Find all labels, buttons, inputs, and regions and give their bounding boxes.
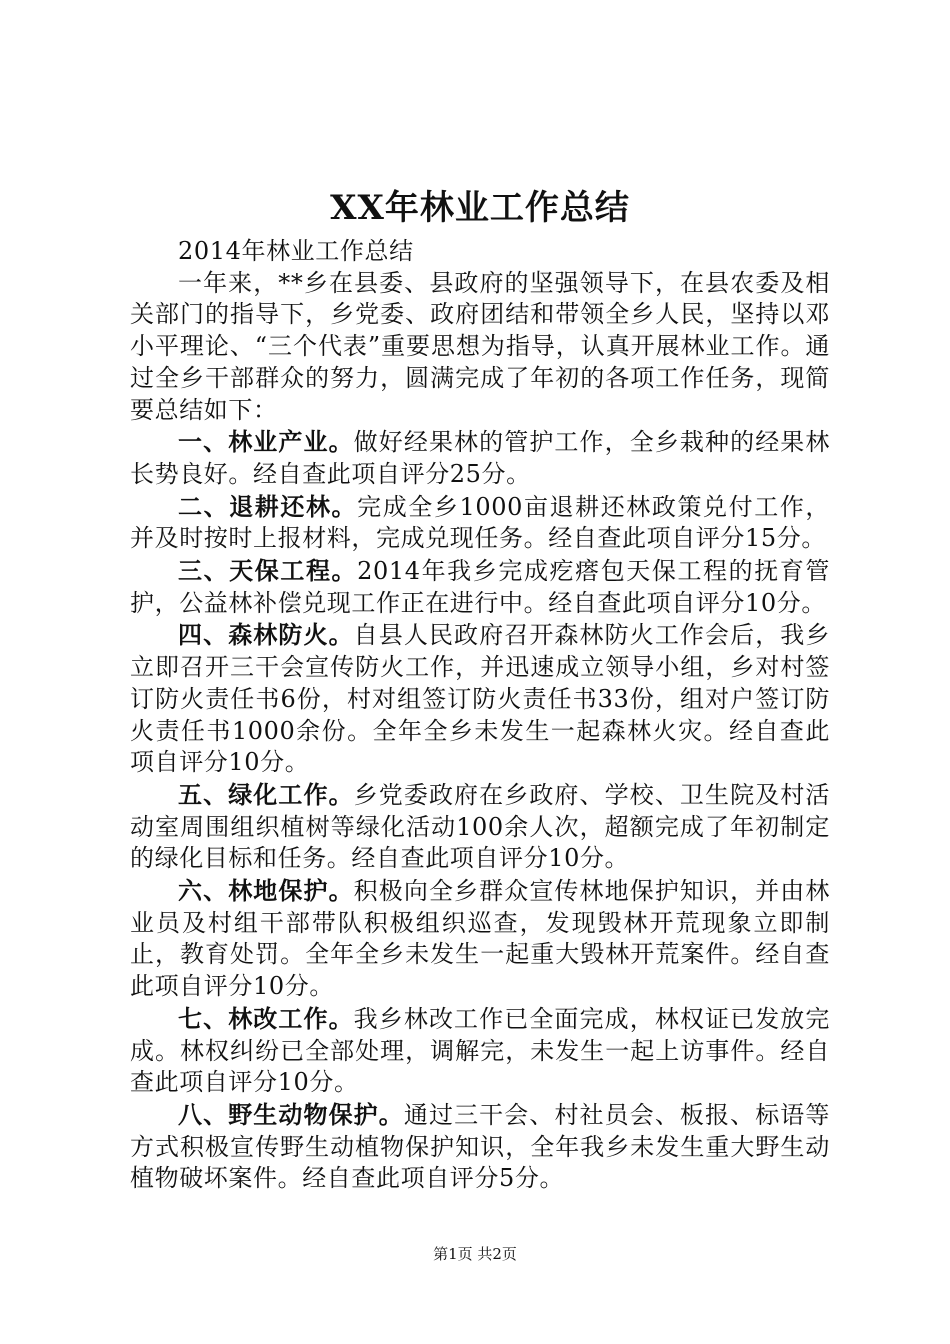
section-heading: 一、林业产业。	[178, 427, 354, 457]
section-forestry-industry	[130, 426, 830, 490]
section-body: 积极向全乡群众宣传林地保护知识，并由林业员及村组干部带队积极组织巡查，发现毁林开荒现象立即制止，教育处罚。全年全乡未发生一起重大毁林开荒案件。经自查此项自评分10分。	[130, 877, 830, 1001]
document-title: XX年林业工作总结	[330, 188, 630, 228]
section-forestland-protection	[130, 875, 830, 1003]
intro-paragraph: 一年来，**乡在县委、县政府的坚强领导下，在县农委及相关部门的指导下，乡党委、政府团结和带领全乡人民，坚持以邓小平理论、“三个代表”重要思想为指导，认真开展林业工作。通过全乡干部群众的努力，圆满完成了年初的各项工作任务，现简要总结如下：	[130, 268, 830, 424]
section-heading: 六、林地保护。	[178, 876, 354, 906]
document-subtitle: 2014年林业工作总结	[178, 237, 414, 265]
section-heading: 五、绿化工作。	[178, 779, 354, 809]
section-wildlife-protection	[130, 1099, 830, 1195]
page-footer: 第1页 共2页	[433, 1245, 517, 1263]
section-body: 2014年我乡完成疙瘩包天保工程的抚育管护，公益林补偿兑现工作正在进行中。经自查此项自评分10分。	[130, 557, 831, 617]
section-body: 乡党委政府在乡政府、学校、卫生院及村活动室周围组织植树等绿化活动100余人次，超额完成了年初制定的绿化目标和任务。经自查此项自评分10分。	[130, 780, 830, 873]
section-heading: 七、林改工作。	[178, 1003, 354, 1033]
section-forest-protection-project	[130, 555, 830, 619]
section-forestry-reform	[130, 1003, 830, 1099]
section-body: 完成全乡1000亩退耕还林政策兑付工作，并及时按时上报材料，完成兑现任务。经自查此项自评分15分。	[130, 492, 831, 553]
section-heading: 三、天保工程。	[178, 556, 358, 586]
section-heading: 二、退耕还林。	[178, 491, 358, 521]
section-grain-for-green	[130, 491, 830, 555]
section-heading: 八、野生动物保护。	[178, 1099, 404, 1129]
section-heading: 四、森林防火。	[178, 620, 354, 650]
section-body: 做好经果林的管护工作，全乡栽种的经果林长势良好。经自查此项自评分25分。	[130, 428, 830, 488]
section-fire-prevention	[130, 619, 830, 779]
section-body: 自县人民政府召开森林防火工作会后，我乡立即召开三干会宣传防火工作，并迅速成立领导小组，乡对村签订防火责任书6份，村对组签订防火责任书33份，组对户签订防火责任书1000余份。全年全乡未发生一起森林火灾。经自查此项自评分10分。	[130, 621, 830, 777]
document-page	[130, 180, 830, 1195]
section-body: 通过三干会、村社员会、板报、标语等方式积极宣传野生动植物保护知识，全年我乡未发生重大野生动植物破坏案件。经自查此项自评分5分。	[130, 1100, 831, 1193]
section-body: 我乡林改工作已全面完成，林权证已发放完成。林权纠纷已全部处理，调解完，未发生一起上访事件。经自查此项自评分10分。	[130, 1004, 830, 1097]
section-greening	[130, 779, 830, 875]
